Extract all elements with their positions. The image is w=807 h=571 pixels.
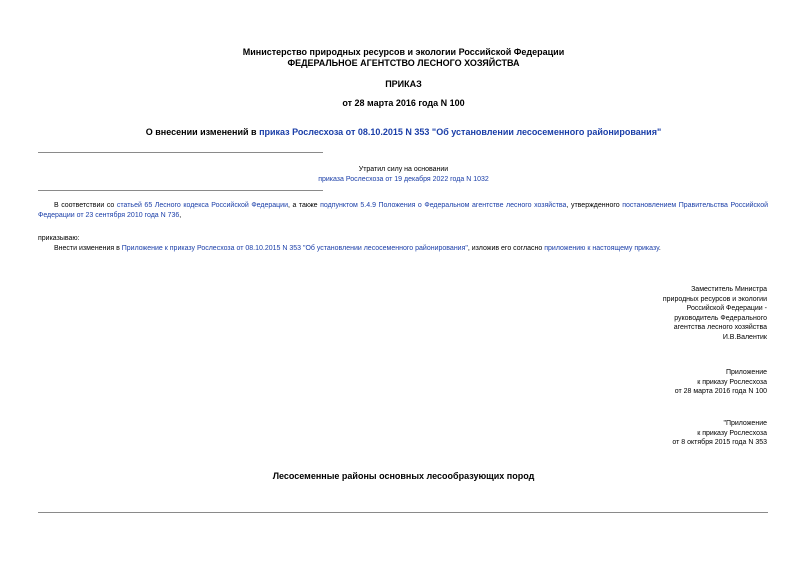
status-note (0, 165, 807, 184)
status-line: Утратил силу на основании (358, 166, 449, 173)
forest-code-link[interactable]: статьей 65 Лесного кодекса Российской Федерации (116, 202, 288, 209)
paragraph-basis (38, 201, 768, 221)
p2-text: , изложив его согласно (467, 245, 545, 252)
agency-name: ФЕДЕРАЛЬНОЕ АГЕНТСТВО ЛЕСНОГО ХОЗЯЙСТВА (287, 58, 520, 68)
appendix-this-order-link[interactable]: приложению к настоящему приказу (544, 245, 659, 252)
paragraph-changes (38, 244, 768, 254)
signature-name: И.В.Валентик (722, 333, 767, 341)
p1-text: , утвержденного (566, 202, 623, 209)
appendix-line: от 28 марта 2016 года N 100 (674, 388, 767, 396)
divider (38, 152, 323, 153)
government-decree-link[interactable]: постановлением Правительства Российской Федерации от 23 сентября 2010 года N 736 (38, 202, 769, 219)
regulation-link[interactable]: подпунктом 5.4.9 Положения о Федеральном агентстве лесного хозяйства (320, 202, 567, 209)
signature-line: агентства лесного хозяйства (673, 324, 767, 332)
p1-text: , а также (287, 202, 321, 209)
status-link[interactable]: приказа Рослесхоза от 19 декабря 2022 года N 1032 (318, 176, 489, 183)
quoted-appendix-block (672, 419, 767, 448)
section-title: Лесосеменные районы основных лесообразующих пород (272, 471, 535, 481)
p2-text: . (658, 245, 661, 252)
appendix-order-link[interactable]: Приложение к приказу Рослесхоза от 08.10.2015 N 353 "Об установлении лесосеменного районирования" (121, 245, 468, 252)
appendix-block (675, 368, 767, 397)
ministry-name: Министерство природных ресурсов и экологии Российской Федерации (242, 47, 565, 57)
doc-date-number: от 28 марта 2016 года N 100 (342, 98, 465, 108)
doc-type: ПРИКАЗ (385, 79, 422, 89)
p1-text: В соответствии со (54, 202, 117, 209)
doc-title-link[interactable]: приказ Рослесхоза от 08.10.2015 N 353 "Об установлении лесосеменного районирования" (259, 127, 662, 137)
signature-line: Заместитель Министра (691, 286, 767, 293)
signature-line: Российской Федерации - (686, 305, 767, 313)
signature-line: природных ресурсов и экологии (662, 295, 767, 303)
divider (38, 512, 768, 513)
signature-block (663, 285, 767, 343)
divider (38, 190, 323, 191)
appendix-quote-line: к приказу Рослесхоза (697, 429, 767, 437)
p2-text: Внести изменения в (54, 245, 122, 252)
doc-title-prefix: О внесении изменений в (145, 127, 260, 137)
p1-text: , (179, 212, 182, 219)
signature-line: руководитель Федерального (674, 314, 767, 322)
appendix-quote-line: "Приложение (723, 420, 767, 427)
appendix-line: к приказу Рослесхоза (697, 378, 767, 386)
doc-title (0, 127, 807, 137)
appendix-line: Приложение (725, 369, 767, 376)
appendix-quote-line: от 8 октября 2015 года N 353 (672, 439, 767, 447)
orders-label: приказываю: (38, 235, 80, 242)
